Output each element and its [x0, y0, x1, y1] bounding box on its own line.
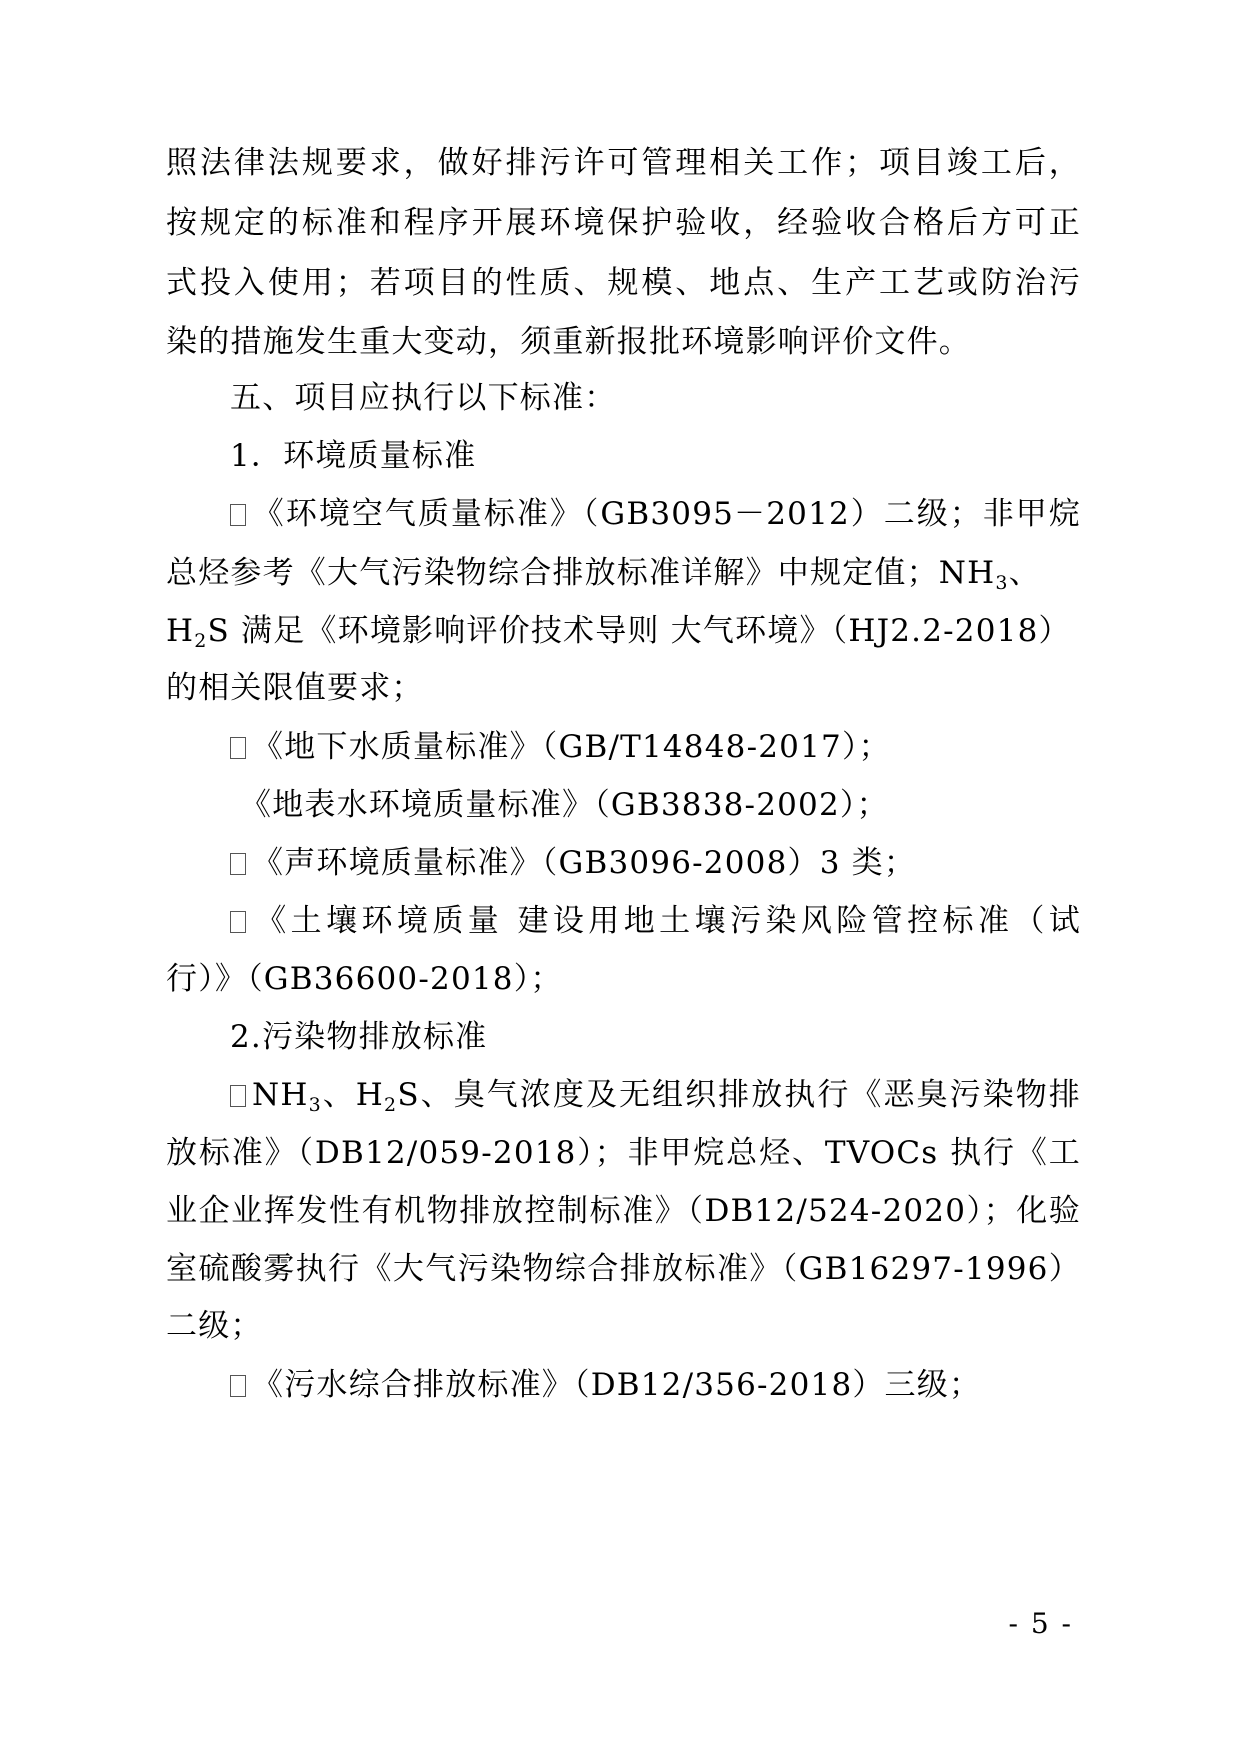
page-number: - 5 - [1008, 1607, 1073, 1640]
text-line-lab: 室硫酸雾执行《大气污染物综合排放标准》（GB16297-1996） [166, 1251, 1081, 1287]
checkbox-icon [230, 1375, 246, 1397]
text-line-limits: 的相关限值要求； [166, 670, 424, 706]
text-line-2: 按规定的标准和程序开展环境保护验收，经验收合格后方可正 [166, 205, 1081, 241]
checkbox-icon [230, 1085, 246, 1107]
text-line-h2s: $H_2S$ 满足《环境影响评价技术导则 大气环境》（HJ2.2-2018） [166, 613, 1071, 652]
checkbox-icon [230, 853, 246, 875]
text-line-odor: $NH_3$、$H_2S$、臭气浓度及无组织排放执行《恶臭污染物排 [230, 1075, 1081, 1115]
text-line-air-standard: 《环境空气质量标准》（GB3095－2012）二级；非甲烷 [230, 494, 1081, 534]
section-heading-five: 五、项目应执行以下标准： [230, 380, 617, 416]
text-line-soil: 《土壤环境质量 建设用地土壤污染风险管控标准（试 [230, 901, 1081, 941]
text-line-wastewater: 《污水综合排放标准》（DB12/356-2018）三级； [230, 1365, 1081, 1405]
text-line-4: 染的措施发生重大变动，须重新报批环境影响评价文件。 [166, 324, 971, 360]
text-line-odor-cont: 放标准》（DB12/059-2018）；非甲烷总烃、TVOCs 执行《工 [166, 1135, 1081, 1171]
text-line-1: 照法律法规要求，做好排污许可管理相关工作；项目竣工后， [166, 145, 1081, 181]
text-line-noise: 《声环境质量标准》（GB3096-2008）3 类； [230, 843, 1081, 883]
checkbox-icon [230, 504, 246, 526]
text-line-grade: 二级； [166, 1308, 263, 1344]
text-line-vocs: 业企业挥发性有机物排放控制标准》（DB12/524-2020）；化验 [166, 1193, 1081, 1229]
text-line-surface-water: 《地表水环境质量标准》（GB3838-2002）； [240, 787, 889, 823]
checkbox-icon [230, 737, 246, 759]
text-line-3: 式投入使用；若项目的性质、规模、地点、生产工艺或防治污 [166, 265, 1081, 301]
subsection-heading-emission: 2.污染物排放标准 [230, 1019, 488, 1055]
text-line-nmhc: 总烃参考《大气污染物综合排放标准详解》中规定值；$NH_3$、 [166, 555, 1041, 594]
text-line-soil-cont: 行）》（GB36600-2018）； [166, 961, 563, 997]
text-line-groundwater: 《地下水质量标准》（GB/T14848-2017）； [230, 727, 1081, 767]
checkbox-icon [230, 911, 246, 933]
subsection-heading-quality: 1．环境质量标准 [230, 438, 477, 474]
